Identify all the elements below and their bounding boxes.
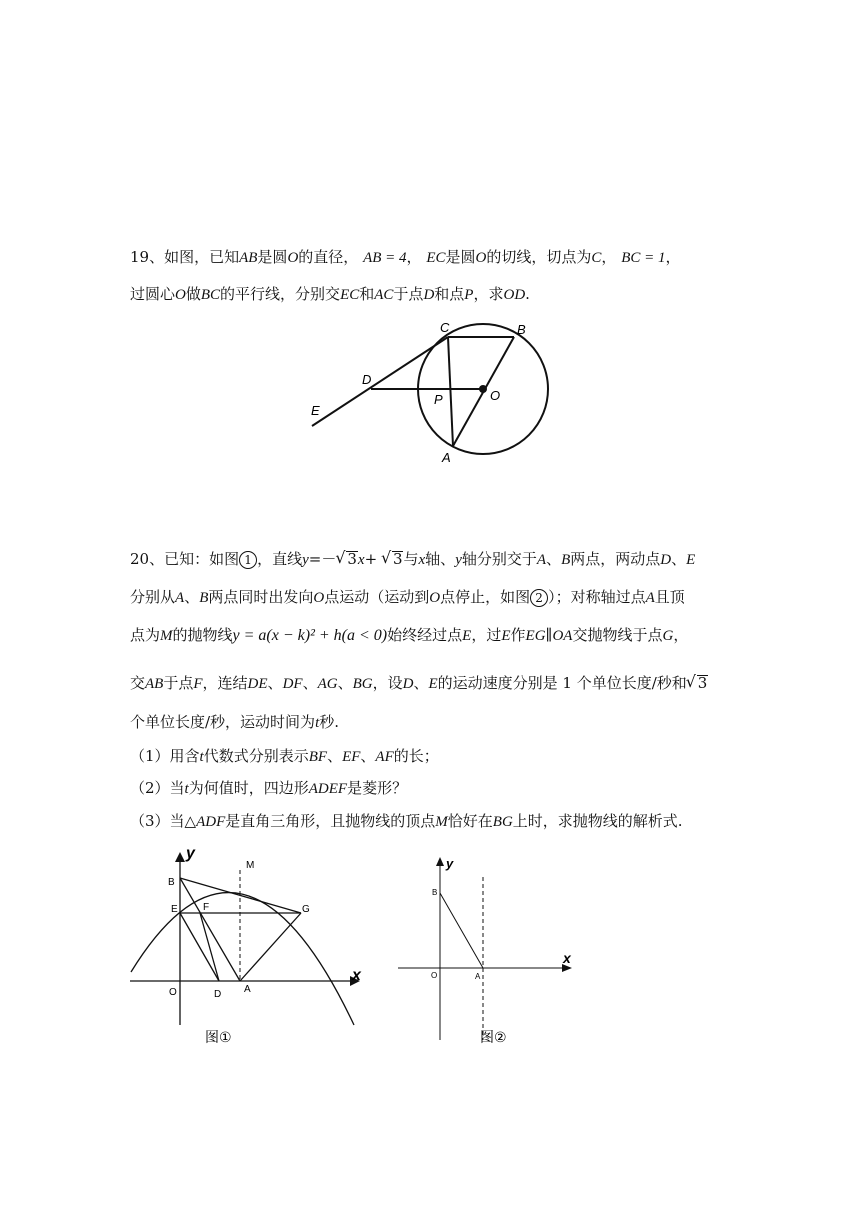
math-E: E (686, 552, 696, 568)
text: 和 (359, 285, 375, 303)
line-ED (180, 913, 219, 981)
line-BA (440, 893, 483, 968)
text: 的运动速度分别是 1 个单位长度/秒和 (437, 674, 687, 692)
text: ，设 (372, 674, 403, 692)
text: 两点，两动点 (570, 550, 661, 568)
label-E: E (311, 403, 320, 418)
math-DF: DF (282, 676, 303, 692)
text: 、 (267, 674, 283, 692)
radicand: 3 (697, 674, 708, 692)
math-AC: AC (374, 287, 394, 303)
text: 20、已知：如图 (130, 550, 240, 568)
y-axis-arrow (436, 857, 444, 866)
math-OD: OD (503, 287, 526, 303)
math-E: E (501, 628, 511, 644)
fig1-label-G: G (302, 904, 310, 915)
math-A: A (536, 552, 547, 568)
math-t: t (315, 715, 320, 731)
math-AG: AG (317, 676, 338, 692)
math-D: D (402, 676, 414, 692)
text: ， (665, 248, 681, 266)
math-G: G (662, 628, 674, 644)
text: ）；对称轴过点 (548, 588, 646, 606)
text: 轴分别交于 (461, 550, 537, 568)
line-EC (312, 337, 448, 426)
text: 于点 (163, 674, 194, 692)
math-E: E (428, 676, 438, 692)
math-x: x (418, 552, 426, 568)
text: 的长； (393, 747, 439, 765)
line-FD (200, 913, 219, 981)
q20-sub-3 (130, 810, 683, 831)
text: 、 (337, 674, 353, 692)
sqrt-3 (687, 674, 709, 692)
line-CA (448, 337, 453, 446)
text: 作 (510, 626, 526, 644)
text: 个单位长度/秒，运动时间为 (130, 713, 316, 731)
math-t: t (184, 781, 189, 797)
fig1-label-M: M (246, 860, 255, 871)
sqrt-3 (336, 550, 358, 568)
text: 交抛物线于点 (572, 626, 663, 644)
text: 是圆 (445, 248, 476, 266)
math-y: y (302, 552, 309, 568)
q19-circle-figure (300, 315, 560, 465)
math-M: M (160, 628, 173, 644)
fig1-label-D: D (214, 989, 222, 1000)
text: . (525, 285, 530, 303)
circled-1: 1 (239, 551, 257, 569)
math-EC: EC (426, 250, 446, 266)
math-ADF: ADF (196, 814, 226, 830)
text: 与 (403, 550, 419, 568)
label-A: A (442, 450, 451, 465)
line-AG (240, 913, 301, 981)
math-B: B (561, 552, 571, 568)
math-BG: BG (492, 814, 513, 830)
text: 做 (185, 285, 201, 303)
math-P: P (464, 287, 474, 303)
text: （1）用含 (130, 747, 200, 765)
fig1-label-A: A (244, 984, 251, 995)
radicand: 3 (347, 550, 357, 568)
text: 点运动（运动到 (324, 588, 430, 606)
label-D: D (362, 372, 372, 387)
sqrt-3 (382, 550, 404, 568)
fig2-label-x: x (563, 950, 571, 966)
text: 恰好在 (447, 812, 493, 830)
math-ADEF: ADEF (308, 781, 348, 797)
label-C: C (440, 320, 450, 335)
text: 、 (413, 674, 429, 692)
math-AB-eq: AB = 4 (363, 250, 407, 266)
fig1-label-x: x (352, 967, 361, 984)
q20-line-3 (130, 624, 688, 645)
math-t: t (199, 749, 204, 765)
text: 始终经过点 (387, 626, 463, 644)
fig1-label-y: y (186, 845, 195, 862)
q20-line-2 (130, 586, 685, 607)
fig1-caption: 图① (205, 1029, 232, 1045)
text: 点为 (130, 626, 161, 644)
circled-2: 2 (530, 589, 548, 607)
center-dot (479, 385, 487, 393)
text: ，连结 (202, 674, 248, 692)
text: 的平行线，分别交 (220, 285, 341, 303)
math-EC: EC (340, 287, 360, 303)
text: 两点同时出发向 (208, 588, 314, 606)
math-O: O (475, 250, 487, 266)
text: 代数式分别表示 (203, 747, 309, 765)
text: 是菱形？ (347, 779, 408, 797)
text: 、 (184, 588, 200, 606)
label-B: B (517, 322, 526, 337)
q20-line-5 (130, 711, 339, 732)
text: ，直线 (257, 550, 303, 568)
fig2-label-A: A (475, 972, 481, 981)
text: 点停止，如图 (440, 588, 531, 606)
math-EG: EG (525, 628, 546, 644)
math-y: y (455, 552, 462, 568)
text: 、 (360, 747, 376, 765)
fig1-label-O: O (169, 987, 177, 998)
math-O: O (175, 287, 186, 303)
fig1-label-F: F (203, 902, 210, 913)
math-BG: BG (352, 676, 373, 692)
text: ， (601, 248, 617, 266)
text: 的抛物线 (172, 626, 233, 644)
math-BC-eq: BC = 1 (621, 250, 666, 266)
fig1-label-E: E (171, 904, 178, 915)
q20-line-4 (130, 672, 708, 693)
text: （2）当 (130, 779, 185, 797)
y-axis-arrow (175, 852, 185, 862)
text: 、 (302, 674, 318, 692)
label-O: O (490, 388, 501, 403)
q20-sub-2 (130, 777, 407, 798)
text: 、 (327, 747, 343, 765)
text: 是圆 (257, 248, 288, 266)
text: 和点 (434, 285, 465, 303)
text: （3）当△ (130, 812, 197, 830)
math-E: E (462, 628, 472, 644)
parabola-equation: y = a(x − k)² + h(a < 0) (232, 627, 388, 644)
text: 分别从 (130, 588, 176, 606)
q19-line-2 (130, 283, 530, 304)
text: 秒. (319, 713, 340, 731)
q20-figure-2 (390, 850, 585, 1045)
radicand: 3 (392, 550, 403, 568)
fig2-label-B: B (432, 888, 438, 897)
math-BC: BC (200, 287, 221, 303)
text: 、 (671, 550, 687, 568)
q19-line-1 (130, 246, 681, 267)
math-x: x (357, 552, 365, 568)
math-OA: OA (552, 628, 573, 644)
text: 上时，求抛物线的解析式. (512, 812, 683, 830)
text: 的切线，切点为 (486, 248, 592, 266)
label-P: P (434, 392, 443, 407)
text: 19、如图，已知 (130, 248, 240, 266)
text: 的直径， (298, 248, 359, 266)
math-D: D (660, 552, 672, 568)
q20-figure-1 (125, 835, 375, 1050)
text: ， (406, 248, 422, 266)
math-O: O (429, 590, 441, 606)
math-AB: AB (239, 250, 258, 266)
math-A: A (645, 590, 655, 606)
math-AB: AB (145, 676, 164, 692)
text: 、 (546, 550, 562, 568)
q20-line-1 (130, 548, 695, 569)
fig2-caption: 图② (480, 1029, 507, 1045)
text: 轴、 (425, 550, 456, 568)
text: 为何值时，四边形 (188, 779, 309, 797)
text: ∥ (545, 626, 553, 644)
math-O: O (287, 250, 299, 266)
text: + (364, 550, 378, 568)
q20-sub-1 (130, 745, 439, 766)
text: ，过 (471, 626, 502, 644)
text: 是直角三角形，且抛物线的顶点 (225, 812, 436, 830)
math-EF: EF (342, 749, 361, 765)
fig2-label-y: y (446, 856, 454, 871)
text: 交 (130, 674, 146, 692)
text: ， (673, 626, 689, 644)
text: 于点 (393, 285, 424, 303)
math-C: C (591, 250, 602, 266)
fig2-label-O: O (431, 971, 438, 980)
text: ，求 (473, 285, 504, 303)
text: 且顶 (654, 588, 685, 606)
math-BF: BF (308, 749, 328, 765)
text: =－ (308, 550, 337, 568)
math-D: D (423, 287, 435, 303)
math-F: F (193, 676, 203, 692)
math-A: A (175, 590, 185, 606)
fig1-label-B: B (168, 877, 175, 888)
math-DE: DE (247, 676, 268, 692)
text: 过圆心 (130, 285, 176, 303)
math-B: B (199, 590, 209, 606)
math-O: O (313, 590, 325, 606)
math-M: M (435, 814, 448, 830)
math-AF: AF (375, 749, 394, 765)
